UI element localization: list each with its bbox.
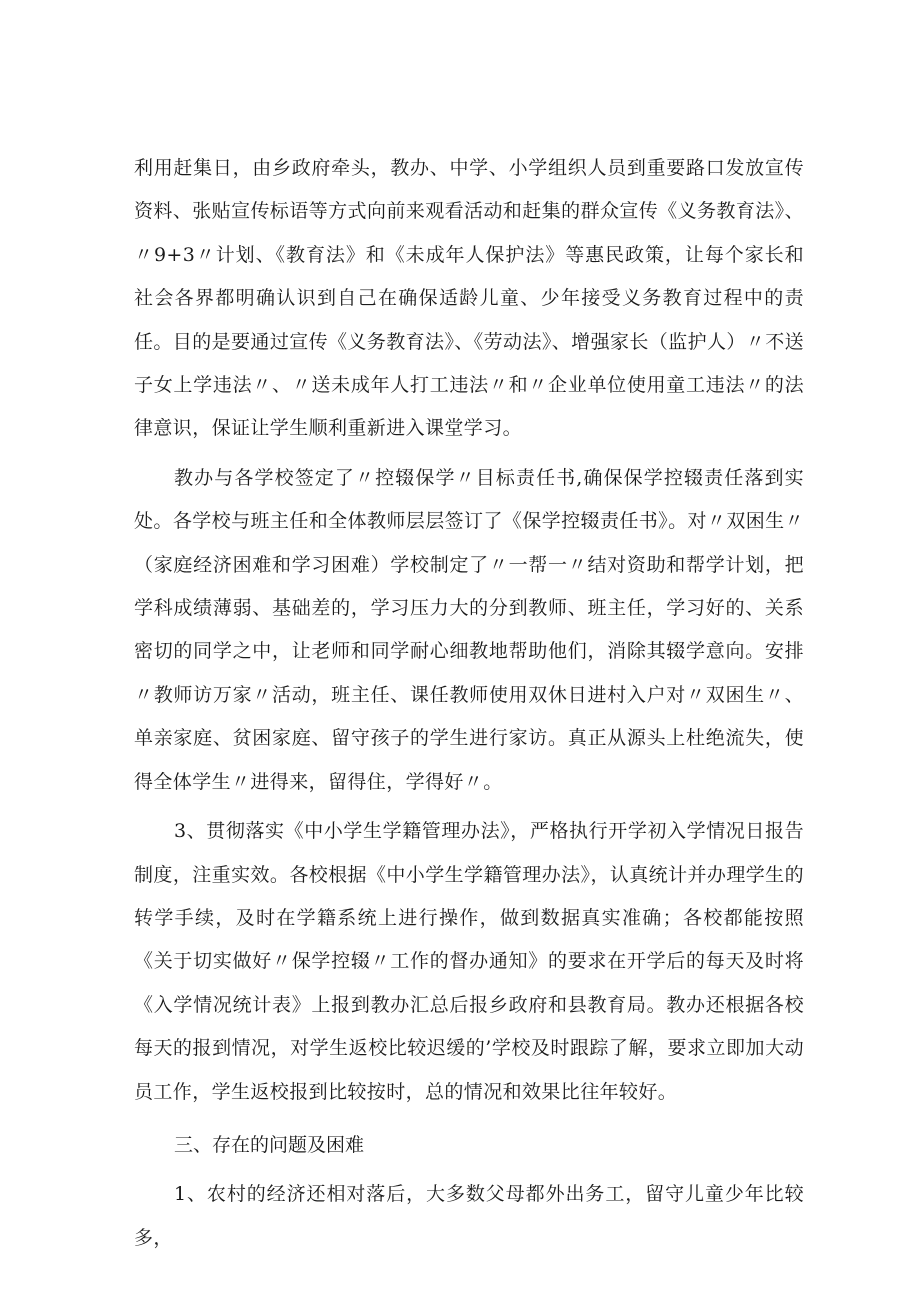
paragraph-publicity: 利用赶集日，由乡政府牵头，教办、中学、小学组织人员到重要路口发放宣传资料、张贴宣传标语等方式向前来观看活动和赶集的群众宣传《义务教育法》、〃9+3〃计划、《教育法》和《未成年人保护法》等惠民政策，让每个家长和社会各界都明确认识到自己在确保适龄儿童、少年接受义务教育过程中的责任。目的是要通过宣传《义务教育法》、《劳动法》、增强家长（监护人）〃不送子女上学违法〃、〃送未成年人打工违法〃和〃企业单位使用童工违法〃的法律意识，保证让学生顺利重新进入课堂学习。 bbox=[134, 157, 804, 440]
paragraph-enrollment-management: 3、贯彻落实《中小学生学籍管理办法》，严格执行开学初入学情况日报告制度，注重实效。各校根据《中小学生学籍管理办法》，认真统计并办理学生的转学手续，及时在学籍系统上进行操作，做到数据真实准确；各校都能按照《关于切实做好〃保学控辍〃工作的督办通知》的要求在开学后的每天及时将《入学情况统计表》上报到教办汇总后报乡政府和县教育局。教办还根据各校每天的报到情况，对学生返校比较迟缓的’学校及时跟踪了解，要求立即加大动员工作，学生返校报到比较按时，总的情况和效果比往年较好。 bbox=[134, 820, 804, 1103]
paragraph-spacer bbox=[134, 1114, 804, 1124]
document-body bbox=[134, 147, 804, 1260]
paragraph-rural-economy: 1、农村的经济还相对落后，大多数父母都外出务工，留守儿童少年比较多， bbox=[134, 1183, 804, 1249]
paragraph-responsibility: 教办与各学校签定了〃控辍保学〃目标责任书,确保保学控辍责任落到实处。各学校与班主任和全体教师层层签订了《保学控辍责任书》。对〃双困生〃（家庭经济困难和学习困难）学校制定了〃一帮一〃结对资助和帮学计划，把学科成绩薄弱、基础差的，学习压力大的分到教师、班主任，学习好的、关系密切的同学之中，让老师和同学耐心细教地帮助他们，消除其辍学意向。安排〃教师访万家〃活动，班主任、课任教师使用双休日进村入户对〃双困生〃、单亲家庭、贫困家庭、留守孩子的学生进行家访。真正从源头上杜绝流失，使得全体学生〃进得来，留得住，学得好〃。 bbox=[134, 466, 804, 793]
section-heading-problems: 三、存在的问题及困难 bbox=[174, 1133, 365, 1156]
